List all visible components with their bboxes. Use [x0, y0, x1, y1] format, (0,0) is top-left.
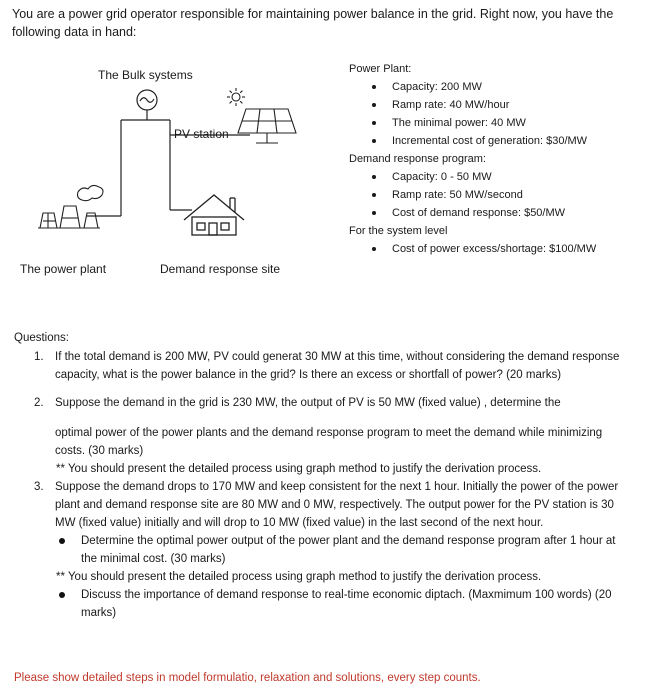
- question-bullet: Discuss the importance of demand response to real-time economic diptach. (Maxmimum 100 words) (20 marks): [55, 586, 634, 622]
- question-text: Suppose the demand in the grid is 230 MW, the output of PV is 50 MW (fixed value) , determine the: [55, 397, 561, 409]
- question-bullet: Determine the optimal power output of the power plant and the demand response program after 1 hour at the minimal cost. (30 marks): [55, 532, 634, 568]
- demand-response-list: [349, 168, 649, 222]
- bulk-systems-label: The Bulk systems: [98, 68, 193, 82]
- list-item: Cost of power excess/shortage: $100/MW: [349, 240, 649, 258]
- list-item: Ramp rate: 50 MW/second: [349, 186, 649, 204]
- intro-paragraph: You are a power grid operator responsible for maintaining power balance in the grid. Right now, you have the following data in hand:: [12, 7, 614, 39]
- question-2: [14, 394, 634, 478]
- system-level-heading: For the system level: [349, 225, 448, 237]
- question-3: [14, 478, 634, 622]
- system-level-list: [349, 240, 649, 258]
- questions-section: [14, 329, 634, 622]
- list-item: Incremental cost of generation: $30/MW: [349, 132, 649, 150]
- questions-heading: Questions:: [14, 332, 69, 344]
- bulk-system-icon: [137, 90, 157, 110]
- power-plant-icon: [38, 185, 103, 228]
- question-number: 3.: [34, 481, 44, 493]
- list-item: Capacity: 200 MW: [349, 78, 649, 96]
- sun-icon: [227, 88, 245, 106]
- pv-station-label: PV station: [174, 127, 229, 141]
- list-item: The minimal power: 40 MW: [349, 114, 649, 132]
- question-text: Suppose the demand drops to 170 MW and keep consistent for the next 1 hour. Initially the power of the power plant and demand response site are 80 MW and 0 MW, respectively. The output power for the PV station is 30 MW (fixed value) initially and will drop to 10 MW (fixed value) in the last second of the next hour.: [55, 481, 619, 529]
- data-panel: [349, 60, 649, 258]
- question-1: [14, 348, 634, 384]
- question-number: 2.: [34, 397, 44, 409]
- list-item: Ramp rate: 40 MW/hour: [349, 96, 649, 114]
- list-item: Cost of demand response: $50/MW: [349, 204, 649, 222]
- list-item: Capacity: 0 - 50 MW: [349, 168, 649, 186]
- question-note: ** You should present the detailed process using graph method to justify the derivation process.: [56, 571, 542, 583]
- power-plant-label: The power plant: [20, 262, 107, 276]
- question-note: ** You should present the detailed process using graph method to justify the derivation process.: [56, 463, 542, 475]
- question-text: If the total demand is 200 MW, PV could generat 30 MW at this time, without considering the demand response capacity, what is the power balance in the grid? Is there an excess or shortfall of power? (20 marks): [55, 351, 620, 381]
- footer-instruction: Please show detailed steps in model formulatio, relaxation and solutions, every step counts.: [14, 672, 481, 684]
- power-plant-heading: Power Plant:: [349, 63, 412, 75]
- grid-diagram-svg: [0, 55, 340, 290]
- grid-lines: [87, 110, 250, 216]
- question-number: 1.: [34, 351, 44, 363]
- question-text-continued: optimal power of the power plants and the demand response program to meet the demand while minimizing costs. (30 marks): [55, 427, 603, 457]
- power-plant-list: [349, 78, 649, 150]
- solar-panel-icon: [238, 109, 296, 143]
- house-icon: [184, 195, 244, 235]
- grid-diagram: [0, 55, 340, 290]
- demand-response-heading: Demand response program:: [349, 153, 486, 165]
- demand-response-site-label: Demand response site: [160, 262, 281, 276]
